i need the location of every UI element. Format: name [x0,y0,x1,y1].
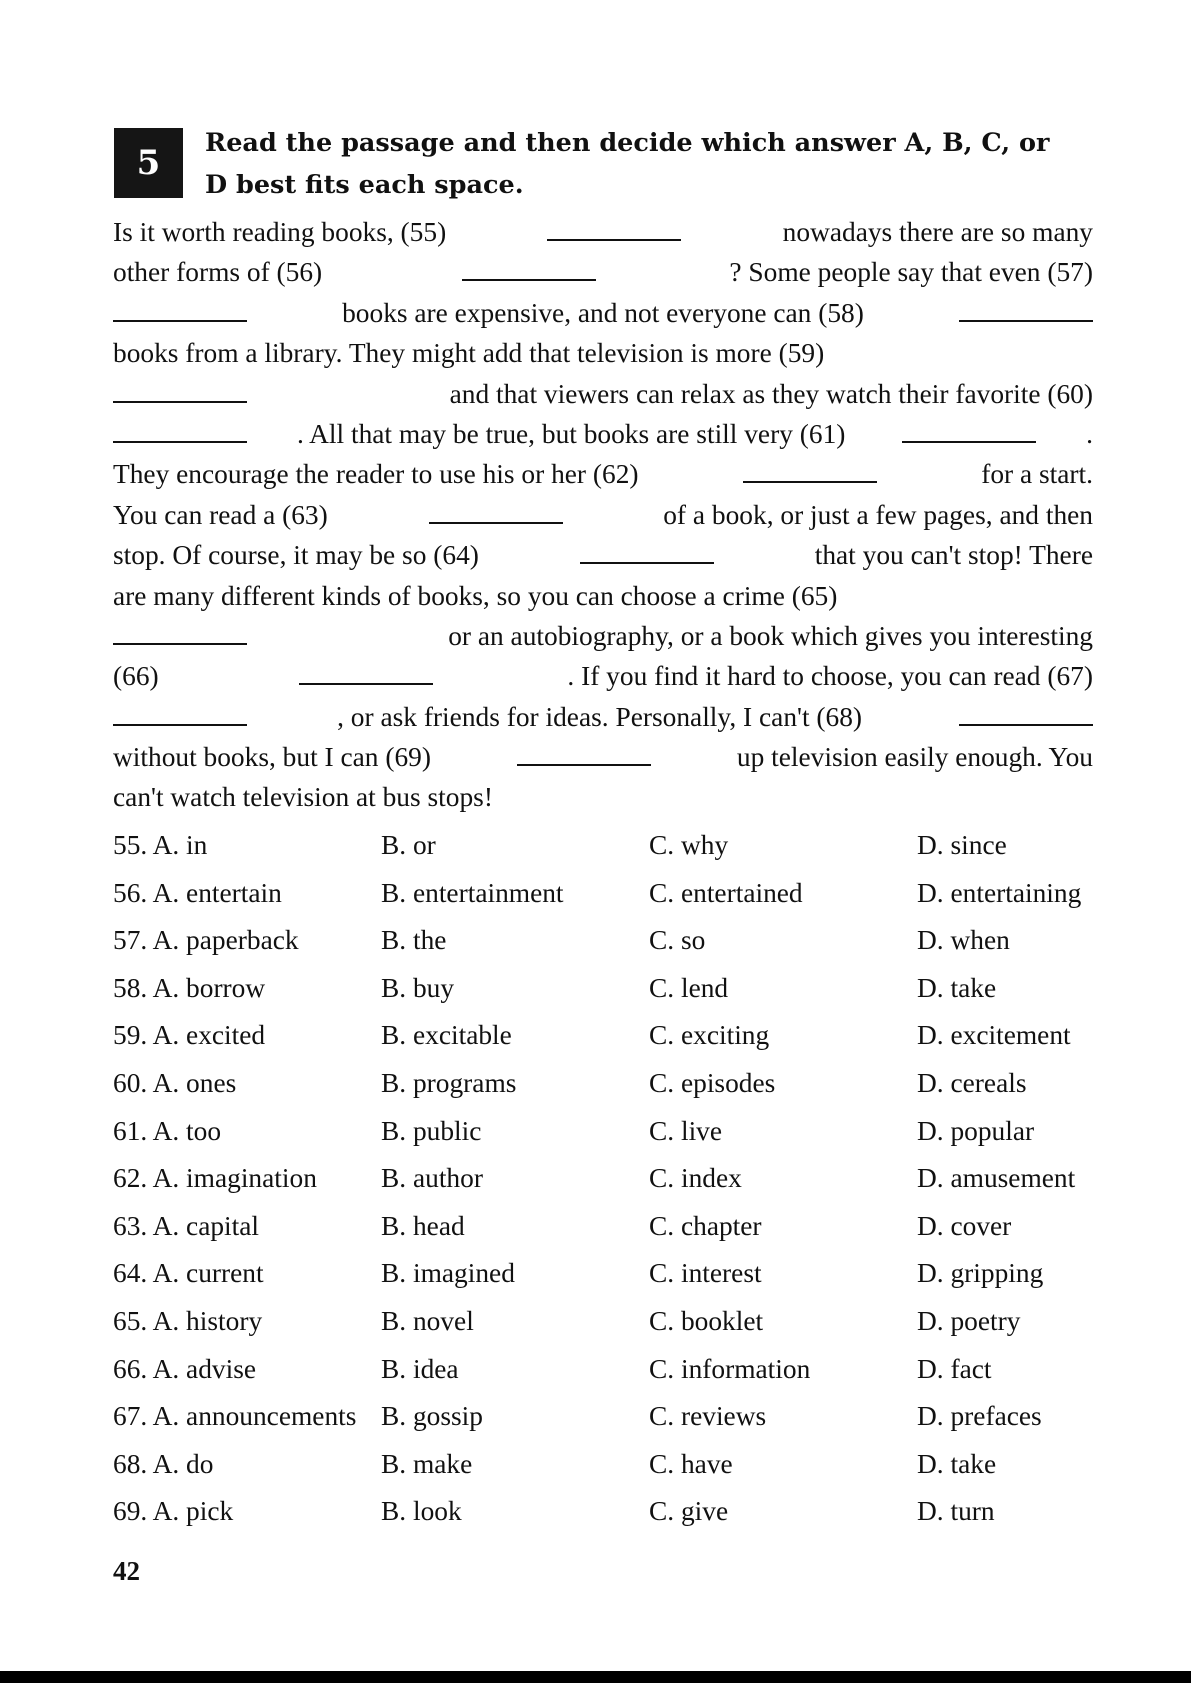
instruction-line: D best fits each space. [205,170,524,200]
option-d: D. take [917,972,997,1003]
option-a: 61. A. too [113,1115,222,1146]
option-c: C. reviews [649,1401,767,1432]
option-c: C. so [649,925,706,956]
passage-line [113,293,1093,333]
passage-text: books from a library. They might add that television is more (59) [113,338,825,369]
question-row [113,1441,1098,1489]
question-row [113,1488,1098,1536]
option-d: D. excitement [917,1020,1071,1051]
answer-blank [743,480,877,483]
option-b: B. imagined [381,1258,515,1289]
passage-text: for a start. [974,459,1093,490]
reading-passage [113,212,1093,818]
option-d: D. prefaces [917,1401,1042,1432]
option-a: 55. A. in [113,830,208,860]
option-d: D. fact [917,1353,992,1384]
option-b: B. excitable [381,1020,512,1051]
option-a: 65. A. history [113,1305,263,1336]
passage-text: Is it worth reading books, (55) [113,217,454,247]
passage-text: without books, but I can (69) [113,742,438,773]
question-row [113,1298,1098,1346]
option-c: C. entertained [649,877,803,908]
answer-blank [462,278,596,281]
passage-text: You can read a (63) [113,499,335,530]
option-d: D. gripping [917,1258,1044,1289]
passage-line [113,737,1093,777]
passage-line [113,374,1093,414]
exercise-instruction [205,122,1095,206]
option-c: C. index [649,1163,742,1194]
answer-blank [517,763,651,766]
question-row [113,1250,1098,1298]
option-b: B. the [381,925,447,956]
passage-text: of a book, or just a few pages, and then [656,499,1093,530]
passage-line [113,414,1093,454]
passage-text: (66) [113,661,166,692]
option-b: B. make [381,1448,473,1479]
scan-edge-bar [0,1671,1191,1683]
passage-text: up television easily enough. You [730,742,1093,773]
option-c: C. lend [649,972,729,1003]
passage-text: ? Some people say that even (57) [729,257,1093,288]
option-d: D. take [917,1448,997,1479]
option-c: C. exciting [649,1020,770,1051]
option-d: D. amusement [917,1163,1076,1194]
option-a: 59. A. excited [113,1020,266,1051]
option-a: 58. A. borrow [113,972,266,1003]
option-c: C. episodes [649,1067,776,1098]
option-a: 68. A. do [113,1448,214,1479]
option-b: B. head [381,1210,465,1241]
option-b: B. gossip [381,1401,483,1432]
answer-blank [580,561,714,564]
passage-text: and that viewers can relax as they watch their favorite (60) [442,378,1093,409]
passage-line [113,252,1093,292]
passage-line [113,535,1093,575]
question-row [113,917,1098,965]
passage-line [113,454,1093,494]
instruction-line: Read the passage and then decide which answer A, B, C, or [205,128,1050,158]
option-c: C. chapter [649,1210,762,1241]
option-a: 67. A. announcements [113,1401,357,1432]
option-c: C. have [649,1448,733,1479]
answer-blank [113,319,247,322]
option-b: B. buy [381,972,455,1003]
answer-blank [113,400,247,403]
answer-blank [113,723,247,726]
passage-text: other forms of (56) [113,257,330,288]
passage-text: They encourage the reader to use his or her (62) [113,459,646,490]
passage-text: . If you find it hard to choose, you can read (67) [567,661,1093,692]
option-c: C. interest [649,1258,762,1289]
passage-line [113,495,1093,535]
passage-line [113,697,1093,737]
option-b: B. entertainment [381,877,564,908]
option-a: 69. A. pick [113,1496,234,1527]
passage-line [113,333,1093,373]
option-b: B. programs [381,1067,517,1098]
passage-text: can't watch television at bus stops! [113,782,493,813]
option-c: C. live [649,1115,723,1146]
question-row [113,1155,1098,1203]
option-a: 56. A. entertain [113,877,282,908]
option-a: 60. A. ones [113,1067,237,1098]
passage-text: , or ask friends for ideas. Personally, I can't (68) [337,701,869,732]
option-d: D. poetry [917,1305,1021,1336]
passage-text: nowadays there are so many [775,217,1093,247]
passage-text: books are expensive, and not everyone can (58) [335,297,871,328]
answer-blank [959,723,1093,726]
question-row [113,1012,1098,1060]
option-b: B. public [381,1115,482,1146]
option-b: B. novel [381,1305,474,1336]
question-row [113,965,1098,1013]
question-row [113,870,1098,918]
passage-line [113,576,1093,616]
answer-blank [113,642,247,645]
answer-blank [547,238,681,241]
answer-blank [959,319,1093,322]
option-b: B. or [381,830,436,860]
passage-text: or an autobiography, or a book which gives you interesting [441,620,1093,651]
passage-text: . All that may be true, but books are still very (61) [296,418,853,449]
passage-text: . [1086,418,1093,449]
option-a: 62. A. imagination [113,1163,317,1194]
question-row [113,822,1098,870]
option-d: D. popular [917,1115,1035,1146]
answer-blank [113,440,247,443]
passage-text: that you can't stop! There [807,540,1093,571]
option-c: C. give [649,1496,729,1527]
option-a: 57. A. paperback [113,925,299,956]
option-c: C. booklet [649,1305,764,1336]
option-d: D. entertaining [917,877,1082,908]
answer-options [113,822,1098,1536]
question-row [113,1060,1098,1108]
passage-text: are many different kinds of books, so you can choose a crime (65) [113,580,838,611]
option-d: D. turn [917,1496,995,1527]
passage-line [113,212,1093,252]
answer-blank [429,521,563,524]
question-row [113,1393,1098,1441]
passage-line [113,777,1093,817]
question-row [113,1108,1098,1156]
option-b: B. author [381,1163,483,1194]
answer-blank [299,682,433,685]
exercise-number: 5 [136,143,161,183]
option-d: D. since [917,830,1007,860]
option-a: 63. A. capital [113,1210,260,1241]
option-b: B. look [381,1496,462,1527]
option-d: D. cereals [917,1067,1027,1098]
passage-line [113,616,1093,656]
option-d: D. cover [917,1210,1012,1241]
option-d: D. when [917,925,1010,956]
option-c: C. information [649,1353,811,1384]
answer-blank [902,440,1036,443]
option-c: C. why [649,830,729,860]
passage-line [113,656,1093,696]
option-b: B. idea [381,1353,459,1384]
option-a: 64. A. current [113,1258,264,1289]
passage-text: stop. Of course, it may be so (64) [113,540,486,571]
question-row [113,1346,1098,1394]
exercise-number-badge [114,128,183,198]
option-a: 66. A. advise [113,1353,257,1384]
page-number: 42 [113,1556,140,1586]
question-row [113,1203,1098,1251]
